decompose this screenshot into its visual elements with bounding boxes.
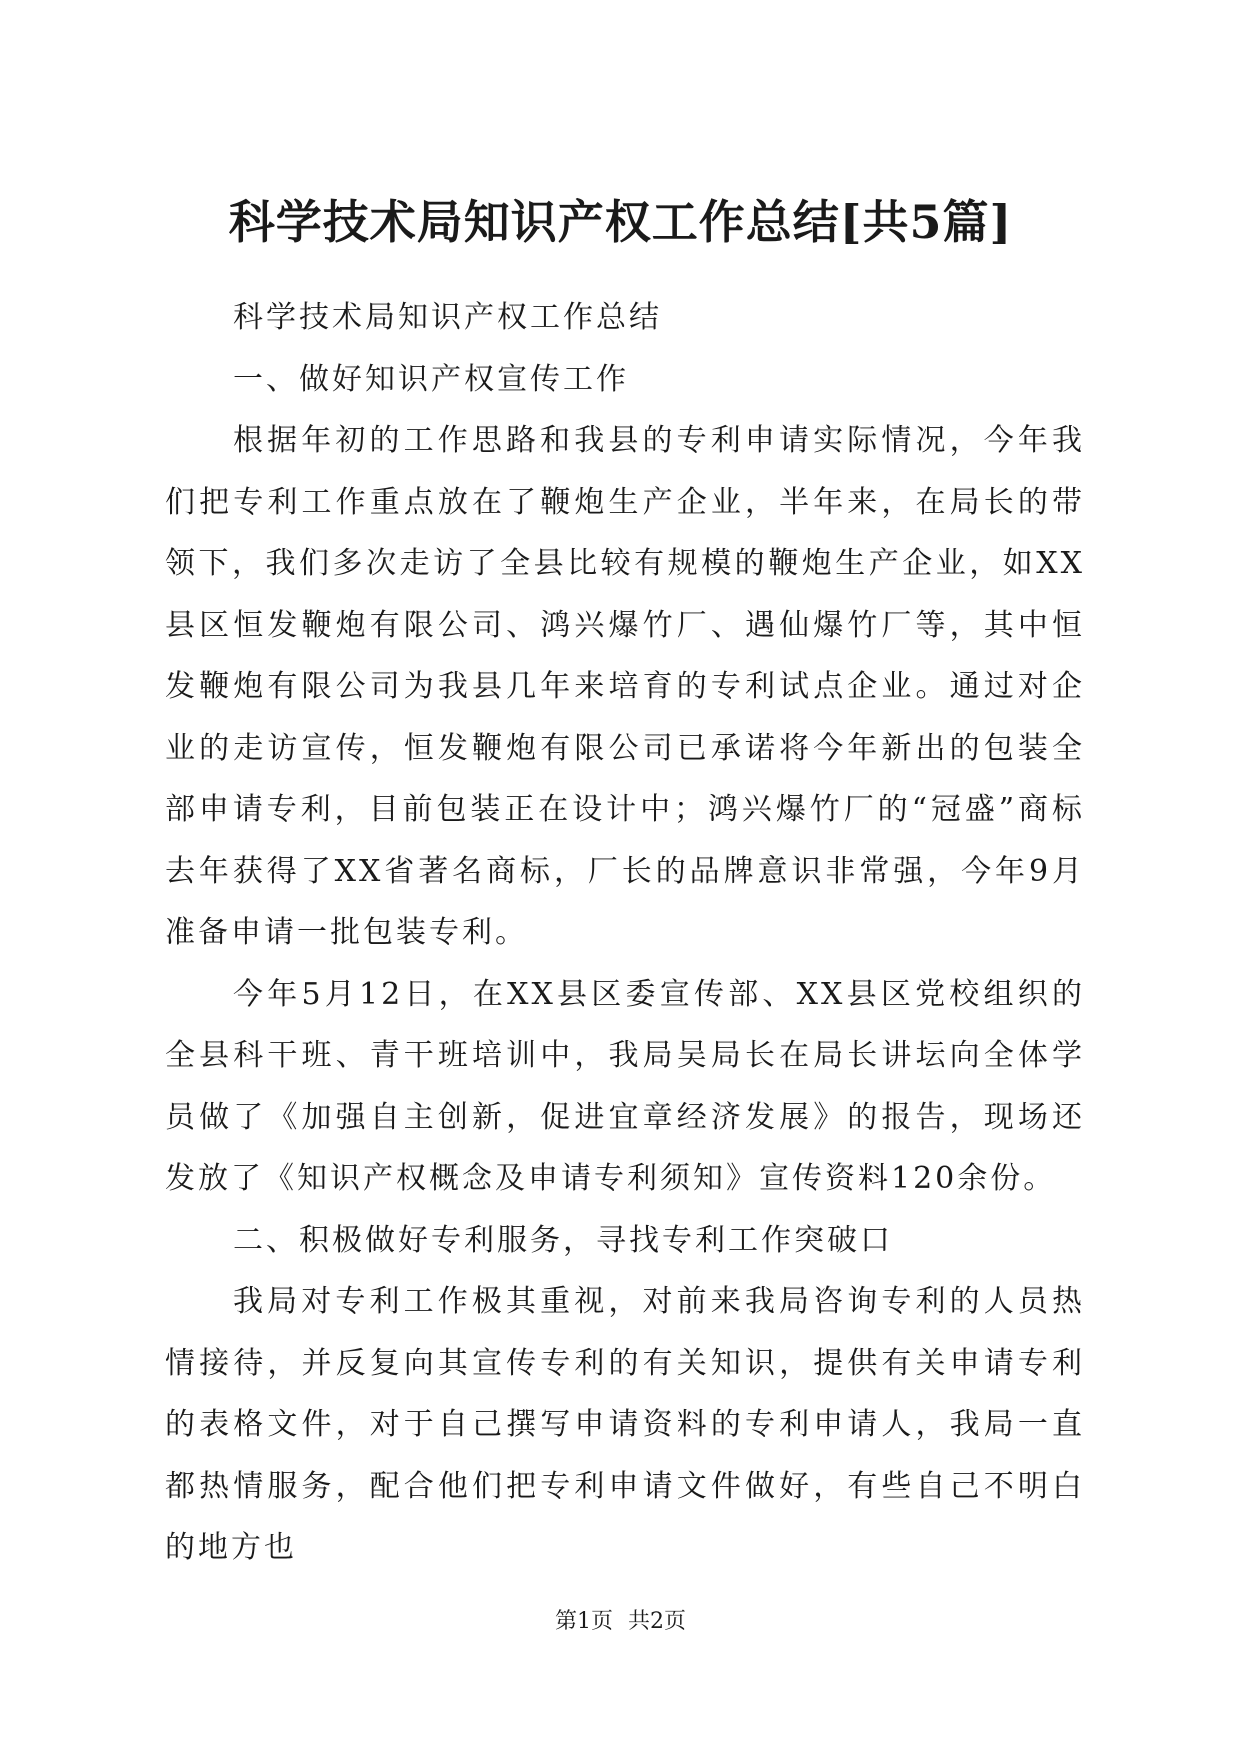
paragraph: 我局对专利工作极其重视，对前来我局咨询专利的人员热情接待，并反复向其宣传专利的有关知识，提供有关申请专利的表格文件，对于自己撰写申请资料的专利申请人，我局一直都热情服务，配合他们把专利申请文件做好，有些自己不明白的地方也 (165, 1284, 1085, 1565)
paragraph-subtitle: 科学技术局知识产权工作总结 (233, 300, 662, 335)
document-body (165, 287, 1085, 1579)
page-number: 第1页 (555, 1609, 613, 1634)
document-title: 科学技术局知识产权工作总结[共5篇] (228, 195, 1013, 249)
page-footer (0, 1607, 1241, 1637)
paragraph: 根据年初的工作思路和我县的专利申请实际情况，今年我们把专利工作重点放在了鞭炮生产企业，半年来，在局长的带领下，我们多次走访了全县比较有规模的鞭炮生产企业，如XX县区恒发鞭炮有限公司、鸿兴爆竹厂、遇仙爆竹厂等，其中恒发鞭炮有限公司为我县几年来培育的专利试点企业。通过对企业的走访宣传，恒发鞭炮有限公司已承诺将今年新出的包装全部申请专利，目前包装正在设计中；鸿兴爆竹厂的“冠盛”商标去年获得了XX省著名商标，厂长的品牌意识非常强，今年9月准备申请一批包装专利。 (165, 423, 1085, 950)
paragraph-heading-2: 二、积极做好专利服务，寻找专利工作突破口 (233, 1222, 893, 1258)
page-total: 共2页 (628, 1609, 686, 1634)
paragraph-heading-1: 一、做好知识产权宣传工作 (233, 361, 629, 397)
paragraph: 今年5月12日，在XX县区委宣传部、XX县区党校组织的全县科干班、青干班培训中，我局吴局长在局长讲坛向全体学员做了《加强自主创新，促进宜章经济发展》的报告，现场还发放了《知识产权概念及申请专利须知》宣传资料120余份。 (165, 976, 1085, 1196)
